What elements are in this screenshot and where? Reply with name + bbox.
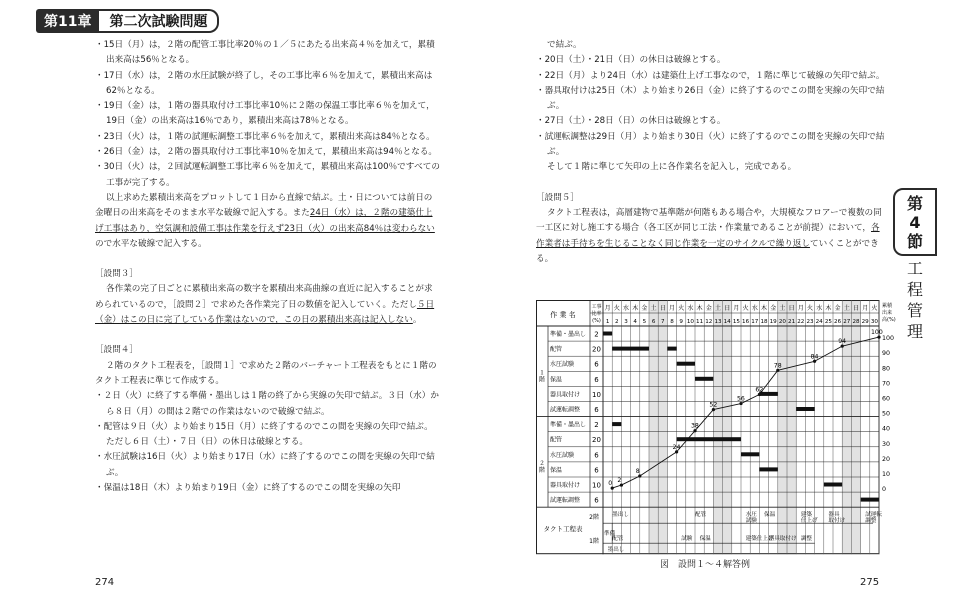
takt-bottom-label: 試験 xyxy=(681,536,693,543)
header-cum: 累積 xyxy=(882,303,893,309)
takt-label: タクト工程表 xyxy=(543,525,583,534)
bullet-item: ・26日（金）は，２階の器具取付け工事比率10％を加えて，累積出来高は94％となる。 xyxy=(95,147,438,158)
question-5-heading: ［設問５］ xyxy=(536,192,579,203)
day-label: 4 xyxy=(633,319,637,325)
cumulative-label: 38 xyxy=(691,422,699,430)
weekday-label: 木 xyxy=(825,305,832,312)
takt-top-label: 水圧 xyxy=(745,512,757,519)
day-label: 8 xyxy=(670,319,674,325)
para-q3: 各作業の完了日ごとに累積出来高の数字を累積出来高曲線の直近に記入することが求められているので，［設問２］で求めた各作業完了日の数値を記入していく。ただし５日（金）はこの日に完了している作業はないので，この日の累積出来高は記入しない。 xyxy=(95,284,435,326)
axis-tick: 40 xyxy=(882,425,891,433)
question-4-heading: ［設問４］ xyxy=(95,345,138,356)
day-label: 15 xyxy=(732,319,740,325)
weekday-label: 木 xyxy=(696,305,703,312)
header-ratio: 工事 xyxy=(591,304,602,310)
weekday-label: 月 xyxy=(604,305,611,312)
takt-bottom-label: 墨出し xyxy=(607,547,625,554)
weekday-label: 月 xyxy=(668,305,676,312)
task-name: 保温 xyxy=(550,466,563,474)
holiday-column xyxy=(649,300,658,554)
chapter-title: 第二次試験問題 xyxy=(99,9,219,33)
cumulative-segment xyxy=(815,346,843,361)
section-title-char: 管 xyxy=(906,301,923,320)
bullet-item: ・20日（土）・21日（日）の休日は破線とする。 xyxy=(536,55,726,66)
takt-top-label: 建築 xyxy=(800,512,813,519)
task-ratio: 6 xyxy=(594,406,599,414)
weekday-label: 金 xyxy=(705,305,712,312)
takt-floor2: 2階 xyxy=(589,514,599,522)
holiday-column xyxy=(658,300,667,554)
day-label: 2 xyxy=(615,319,619,325)
task-bar xyxy=(677,362,695,366)
bullet-item: ・23日（火）は，１階の試運転調整工事比率６％を加えて，累積出来高は84％となる。 xyxy=(95,131,435,142)
para-q4-intro: ２階のタクト工程表を，［設問１］で求めた２階のバーチャート工程表をもとに１階のタクト工程表に準じて作成する。 xyxy=(95,360,437,386)
task-ratio: 6 xyxy=(594,360,599,369)
continuation-text: で結ぶ。 xyxy=(547,40,582,50)
section-title xyxy=(905,258,925,342)
weekday-label: 水 xyxy=(622,305,630,312)
para-plot: 以上求めた累積出来高をプロットして１日から直線で結ぶ。土・日については前日の金曜日の出来高をそのまま水平な破線で記入する。また24日（水）は，２階の建築仕上げ工事はあり，空気調和設備工事は作業を行えず23日（火）の出来高84％は変わらないので水平な破線で記入する。 xyxy=(95,192,435,249)
day-label: 10 xyxy=(686,319,694,325)
weekday-label: 火 xyxy=(678,305,685,312)
day-label: 24 xyxy=(815,319,823,325)
header-ratio: 比率 xyxy=(591,311,602,317)
left-page-body xyxy=(95,38,440,496)
weekday-label: 火 xyxy=(871,305,878,312)
schedule-chart xyxy=(536,300,896,554)
axis-tick: 10 xyxy=(882,471,891,478)
header-task: 作 業 名 xyxy=(550,311,576,319)
section-tab-char: 4 xyxy=(909,212,921,232)
takt-top-label: 保温 xyxy=(764,512,776,519)
cumulative-label: 0 xyxy=(608,480,613,488)
day-label: 13 xyxy=(714,319,722,325)
chapter-number: 第11章 xyxy=(36,9,99,33)
task-bar xyxy=(796,407,814,411)
header-cum: 出来 xyxy=(882,310,893,316)
axis-tick: 100 xyxy=(882,335,895,343)
page-number-right: 275 xyxy=(860,577,880,588)
weekday-label: 金 xyxy=(641,305,648,312)
figure-caption: 図 設問１～４解答例 xyxy=(660,560,751,570)
axis-tick: 70 xyxy=(882,380,891,388)
day-label: 26 xyxy=(834,319,842,325)
task-ratio: 20 xyxy=(592,436,601,445)
day-label: 5 xyxy=(642,319,647,325)
weekday-label: 土 xyxy=(714,305,722,312)
day-label: 18 xyxy=(760,319,768,325)
day-label: 25 xyxy=(824,319,832,325)
question-3-heading: ［設問３］ xyxy=(95,269,138,280)
holiday-column xyxy=(851,300,860,554)
day-label: 3 xyxy=(624,319,628,325)
task-bar xyxy=(667,347,676,351)
bullet-item: ・試運転調整は29日（月）より始まり30日（火）に終了するのでこの間を実線の矢印で結ぶ。 xyxy=(536,131,885,158)
weekday-label: 月 xyxy=(797,305,804,312)
takt-top-label: 配管 xyxy=(695,512,707,519)
section-title-char: 理 xyxy=(906,322,923,341)
weekday-label: 木 xyxy=(632,305,639,312)
bullet-item: ・19日（金）は，１階の器具取付け工事比率10％に２階の保温工事比率６％を加えて，19日（金）の出来高は16％であり，累積出来高は78％となる。 xyxy=(95,101,435,127)
day-label: 21 xyxy=(788,319,796,325)
bullet-item: ・27日（土）・28日（日）の休日は破線とする。 xyxy=(536,116,726,127)
cumulative-label: 24 xyxy=(672,443,681,451)
task-name: 配管 xyxy=(550,436,563,444)
weekday-label: 金 xyxy=(834,305,841,312)
weekday-label: 日 xyxy=(659,305,666,312)
task-bar xyxy=(824,483,842,487)
holiday-column xyxy=(723,300,732,554)
takt-top-label: 試験 xyxy=(745,518,757,525)
takt-top-label: 取付け xyxy=(828,518,846,525)
task-name: 保温 xyxy=(550,376,563,384)
floor-label: 階 xyxy=(538,466,546,474)
day-label: 14 xyxy=(723,319,731,325)
day-label: 7 xyxy=(661,319,665,325)
task-name: 器具取付け xyxy=(550,391,581,399)
takt-bottom-label: 器具取付け xyxy=(768,536,797,543)
bullet-item: ・30日（火）は，２回試運転調整工事比率６％を加えて，累積出来高は100％ですべての工事が完了する。 xyxy=(95,162,440,188)
day-label: 28 xyxy=(852,319,860,325)
holiday-column xyxy=(787,300,796,554)
task-ratio: 6 xyxy=(594,496,599,505)
para-q5: タクト工程表は，高層建物で基準階が何階もある場合や，大規模なフロアーで複数の同一工区に対し施工する場合（各工区が同じ工法・作業量であることが前提）において，各作業者は手待ちを生じることなく同じ作業を一定のサイクルで繰り返していくことができる。 xyxy=(536,207,882,264)
task-name: 器具取付け xyxy=(550,482,581,489)
day-label: 1 xyxy=(605,319,610,325)
day-label: 9 xyxy=(679,319,683,325)
task-ratio: 10 xyxy=(592,390,601,399)
takt-bottom-tag: 準備 xyxy=(604,531,616,538)
cumulative-label: 84 xyxy=(810,353,819,361)
task-bar xyxy=(759,467,777,471)
cumulative-label: 8 xyxy=(635,468,640,476)
section-tab xyxy=(893,188,937,256)
weekday-label: 金 xyxy=(770,305,777,312)
task-ratio: 6 xyxy=(594,466,599,475)
weekday-label: 水 xyxy=(816,305,823,312)
task-name: 準備・墨出し xyxy=(550,331,587,338)
takt-floor1: 1階 xyxy=(589,538,599,546)
task-name: 準備・墨出し xyxy=(550,421,587,429)
takt-top-label: 調整 xyxy=(865,518,877,525)
day-label: 17 xyxy=(751,319,759,325)
cumulative-label: 2 xyxy=(617,477,622,485)
floor-label: ２ xyxy=(538,459,546,467)
task-bar xyxy=(695,377,713,381)
takt-top-label: 試運転 xyxy=(865,512,882,519)
takt-bottom-label: 建築仕上げ xyxy=(745,536,774,543)
bullet-item: ・22日（月）より24日（水）は建築仕上げ工事なので，１階に準じて破線の矢印で結ぶ。 xyxy=(536,70,885,81)
section-tab-char: 節 xyxy=(906,231,923,251)
task-bar xyxy=(861,498,879,502)
section-title-char: 工 xyxy=(906,259,923,278)
weekday-label: 土 xyxy=(779,305,786,312)
holiday-column xyxy=(713,300,722,554)
day-label: 30 xyxy=(870,319,878,325)
task-bar xyxy=(603,332,612,336)
weekday-label: 日 xyxy=(724,305,731,312)
cumulative-label: 100 xyxy=(871,329,883,337)
right-page-body xyxy=(536,38,886,267)
cumulative-label: 56 xyxy=(737,395,745,403)
axis-tick: 30 xyxy=(882,440,891,448)
axis-tick: 50 xyxy=(882,410,891,418)
header-ratio: (%) xyxy=(592,318,601,324)
cumulative-label: 62 xyxy=(755,386,764,394)
day-label: 29 xyxy=(861,319,869,325)
cumulative-label: 94 xyxy=(838,338,847,346)
weekday-label: 日 xyxy=(852,305,860,312)
weekday-label: 水 xyxy=(687,305,694,312)
day-label: 22 xyxy=(797,319,805,325)
bullet-item: ・15日（月）は，２階の配管工事比率20％の１／５にあたる出来高４％を加えて，累積出来高は56％となる。 xyxy=(95,40,435,66)
weekday-label: 土 xyxy=(650,305,657,312)
weekday-label: 月 xyxy=(862,305,869,312)
takt-top-label: 墨出し xyxy=(612,512,629,519)
closing-text: そして１階に準じて矢印の上に各作業名を記入し，完成である。 xyxy=(547,162,797,173)
task-name: 試運転調整 xyxy=(550,406,581,414)
weekday-label: 月 xyxy=(733,305,740,312)
chapter-header xyxy=(36,9,219,33)
takt-bottom-label: 配管 xyxy=(612,536,624,543)
bullet-item: ・器具取付けは25日（木）より始まり26日（金）に終了するのでこの間を実線の矢印で結ぶ。 xyxy=(536,85,885,112)
axis-tick: 80 xyxy=(882,365,891,373)
task-bar xyxy=(612,422,621,426)
section-tab-char: 第 xyxy=(906,193,923,213)
weekday-label: 水 xyxy=(751,305,758,312)
task-name: 試運転調整 xyxy=(550,497,581,505)
floor-label: 階 xyxy=(538,376,546,384)
task-ratio: 20 xyxy=(592,345,601,354)
day-label: 16 xyxy=(742,319,750,325)
header-cum: 高(%) xyxy=(882,317,896,323)
bullet-item: ・水圧試験は16日（火）より始まり17日（水）に終了するのでこの間を実線の矢印で結ぶ。 xyxy=(95,452,435,478)
bullet-item: ・配管は９日（火）より始まり15日（月）に終了するのでこの間を実線の矢印で結ぶ。ただし６日（土）・７日（日）の休日は破線とする。 xyxy=(95,421,433,448)
floor-label: １ xyxy=(538,369,546,377)
task-ratio: 2 xyxy=(594,421,599,430)
section-title-char: 程 xyxy=(906,280,923,299)
weekday-label: 木 xyxy=(760,305,768,312)
task-name: 水圧試験 xyxy=(550,361,575,369)
takt-bottom-label: 調整 xyxy=(800,536,813,543)
holiday-column xyxy=(778,300,787,554)
takt-top-label: 器具 xyxy=(828,512,840,519)
page-number-left: 274 xyxy=(95,577,115,588)
day-label: 6 xyxy=(651,319,656,325)
takt-bottom-label: 保温 xyxy=(699,536,711,543)
day-label: 20 xyxy=(778,319,786,325)
task-name: 水圧試験 xyxy=(550,451,575,459)
schedule-figure xyxy=(536,300,896,557)
day-label: 27 xyxy=(843,319,851,325)
cumulative-label: 78 xyxy=(773,362,782,370)
day-label: 23 xyxy=(806,319,814,325)
bullet-item: ・17日（水）は，２階の水圧試験が終了し，その工事比率６％を加えて，累積出来高は62％となる。 xyxy=(95,70,433,96)
axis-tick: 20 xyxy=(882,455,891,463)
bullet-item: ・保温は18日（木）より始まり19日（金）に終了するのでこの間を実線の矢印 xyxy=(95,483,401,494)
task-ratio: 6 xyxy=(594,451,599,460)
axis-tick: 60 xyxy=(882,395,891,403)
day-label: 11 xyxy=(696,319,704,325)
task-bar xyxy=(741,452,759,456)
weekday-label: 土 xyxy=(843,305,850,312)
cumulative-label: 52 xyxy=(709,401,718,409)
weekday-label: 火 xyxy=(806,305,814,312)
task-bar xyxy=(612,347,649,351)
day-label: 12 xyxy=(705,319,713,325)
weekday-label: 火 xyxy=(613,305,620,312)
weekday-label: 火 xyxy=(742,305,749,312)
day-label: 19 xyxy=(769,319,777,325)
bullet-item: ・２日（火）に終了する準備・墨出しは１階の終了から実線の矢印で結ぶ。３日（水）から８日（月）の間は２階での作業はないので破線で結ぶ。 xyxy=(95,391,439,417)
axis-tick: 90 xyxy=(882,350,891,358)
task-ratio: 2 xyxy=(594,330,599,339)
task-name: 配管 xyxy=(550,346,563,354)
takt-top-label: 仕上げ xyxy=(800,518,818,525)
task-ratio: 10 xyxy=(592,481,601,490)
weekday-label: 日 xyxy=(788,305,795,312)
axis-tick: 0 xyxy=(882,486,887,494)
task-ratio: 6 xyxy=(594,375,599,384)
